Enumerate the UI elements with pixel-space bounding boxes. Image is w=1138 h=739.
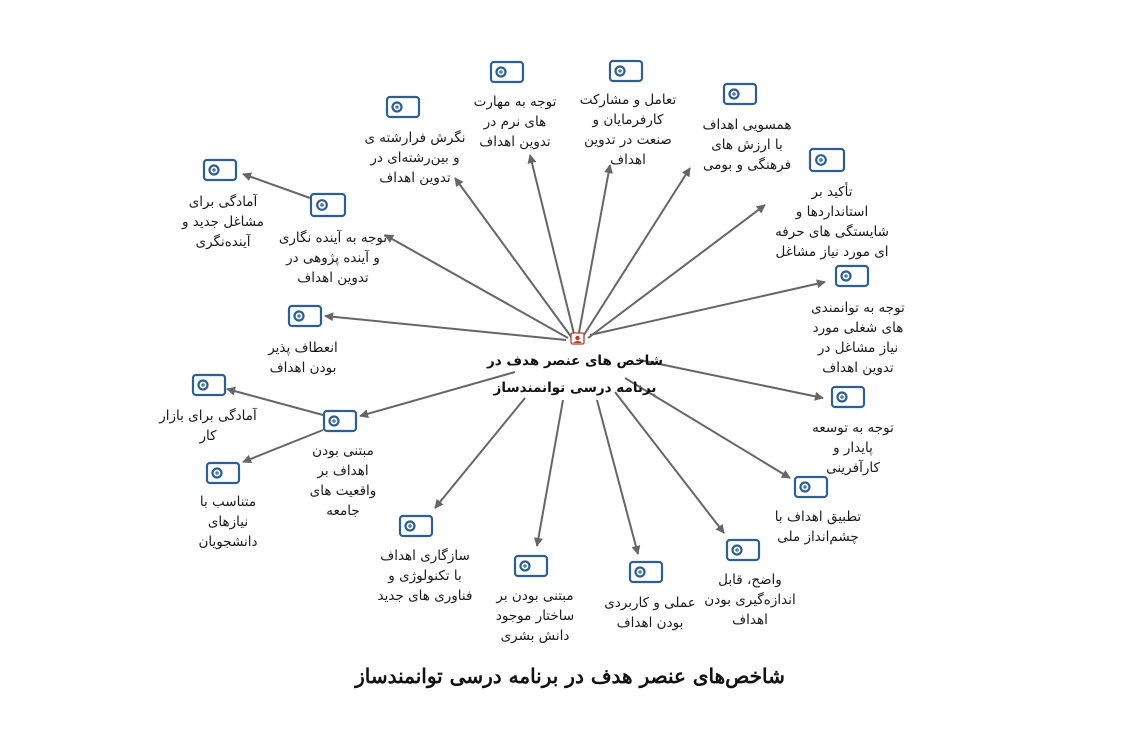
node-n11-icon[interactable] [324,411,356,431]
node-n10-icon[interactable] [193,375,225,395]
memo-icon [571,333,584,344]
node-label: تعامل و مشارکت کارفرمایان و صنعت در تدوین اهداف [579,92,677,168]
node-n1-icon[interactable] [491,62,523,82]
node-n15-icon[interactable] [400,516,432,536]
edge-n7 [588,205,765,338]
node-label: توجه به توانمندی های شغلی مورد نیاز مشاغل در تدوین اهداف [811,300,905,376]
edge-n16 [537,400,563,546]
node-n12-icon[interactable] [832,387,864,407]
node-label: عملی و کاربردی بودن اهداف [604,595,696,631]
node-label: توجه به توسعه پایدار و کارآفرینی [812,420,894,476]
figure-caption: شاخص‌های عنصر هدف در برنامه درسی توانمندساز [355,664,785,688]
node-label: مبتنی بودن اهداف بر واقعیت های جامعه [309,443,377,519]
node-label: انعطاف پذیر بودن اهداف [268,340,338,376]
node-label: مبتنی بودن بر ساختار موجود دانش بشری [495,588,575,644]
edge-n8 [325,316,566,340]
edge-n2 [578,165,610,338]
node-label: تطبیق اهداف با چشم‌انداز ملی [774,509,862,545]
edge-n18 [615,392,724,533]
edge-n17 [597,400,638,554]
node-label: توجه به مهارت های نرم در تدوین اهداف [473,94,557,150]
node-n14-icon[interactable] [795,477,827,497]
node-n5-icon[interactable] [204,160,236,180]
node-label: واضح، قابل اندازه‌گیری بودن اهداف [704,572,796,628]
node-n8-icon[interactable] [289,306,321,326]
node-label: توجه به آینده نگاری و آینده پژوهی در تدوین اهداف [278,230,388,286]
node-n13-icon[interactable] [207,463,239,483]
node-n9-icon[interactable] [836,266,868,286]
node-label: نگرش فرارشته ی و بین‌رشته‌ای در تدوین اهداف [364,130,466,186]
node-label: تأکید بر استانداردها و شایستگی های حرفه ای مورد نیاز مشاغل [775,184,889,260]
node-n17-icon[interactable] [630,562,662,582]
node-label: سازگاری اهداف با تکنولوژی و فناوری های جدید [377,548,473,604]
node-n16-icon[interactable] [515,556,547,576]
node-label: همسویی اهداف با ارزش های فرهنگی و بومی [702,117,792,173]
node-n6-icon[interactable] [311,194,345,216]
node-n2-icon[interactable] [610,61,642,81]
node-label: آمادگی برای بازار کار [159,408,257,444]
node-n4-icon[interactable] [724,84,756,104]
node-label: متناسب با نیازهای دانشجویان [198,494,258,550]
edge-n4 [582,168,690,338]
center-title: شاخص های عنصر هدف در برنامه درسی توانمندساز [486,353,664,396]
node-label: آمادگی برای مشاغل جدید و آینده‌نگری [181,194,265,250]
edge-n15 [435,398,525,508]
node-n3-icon[interactable] [387,97,419,117]
